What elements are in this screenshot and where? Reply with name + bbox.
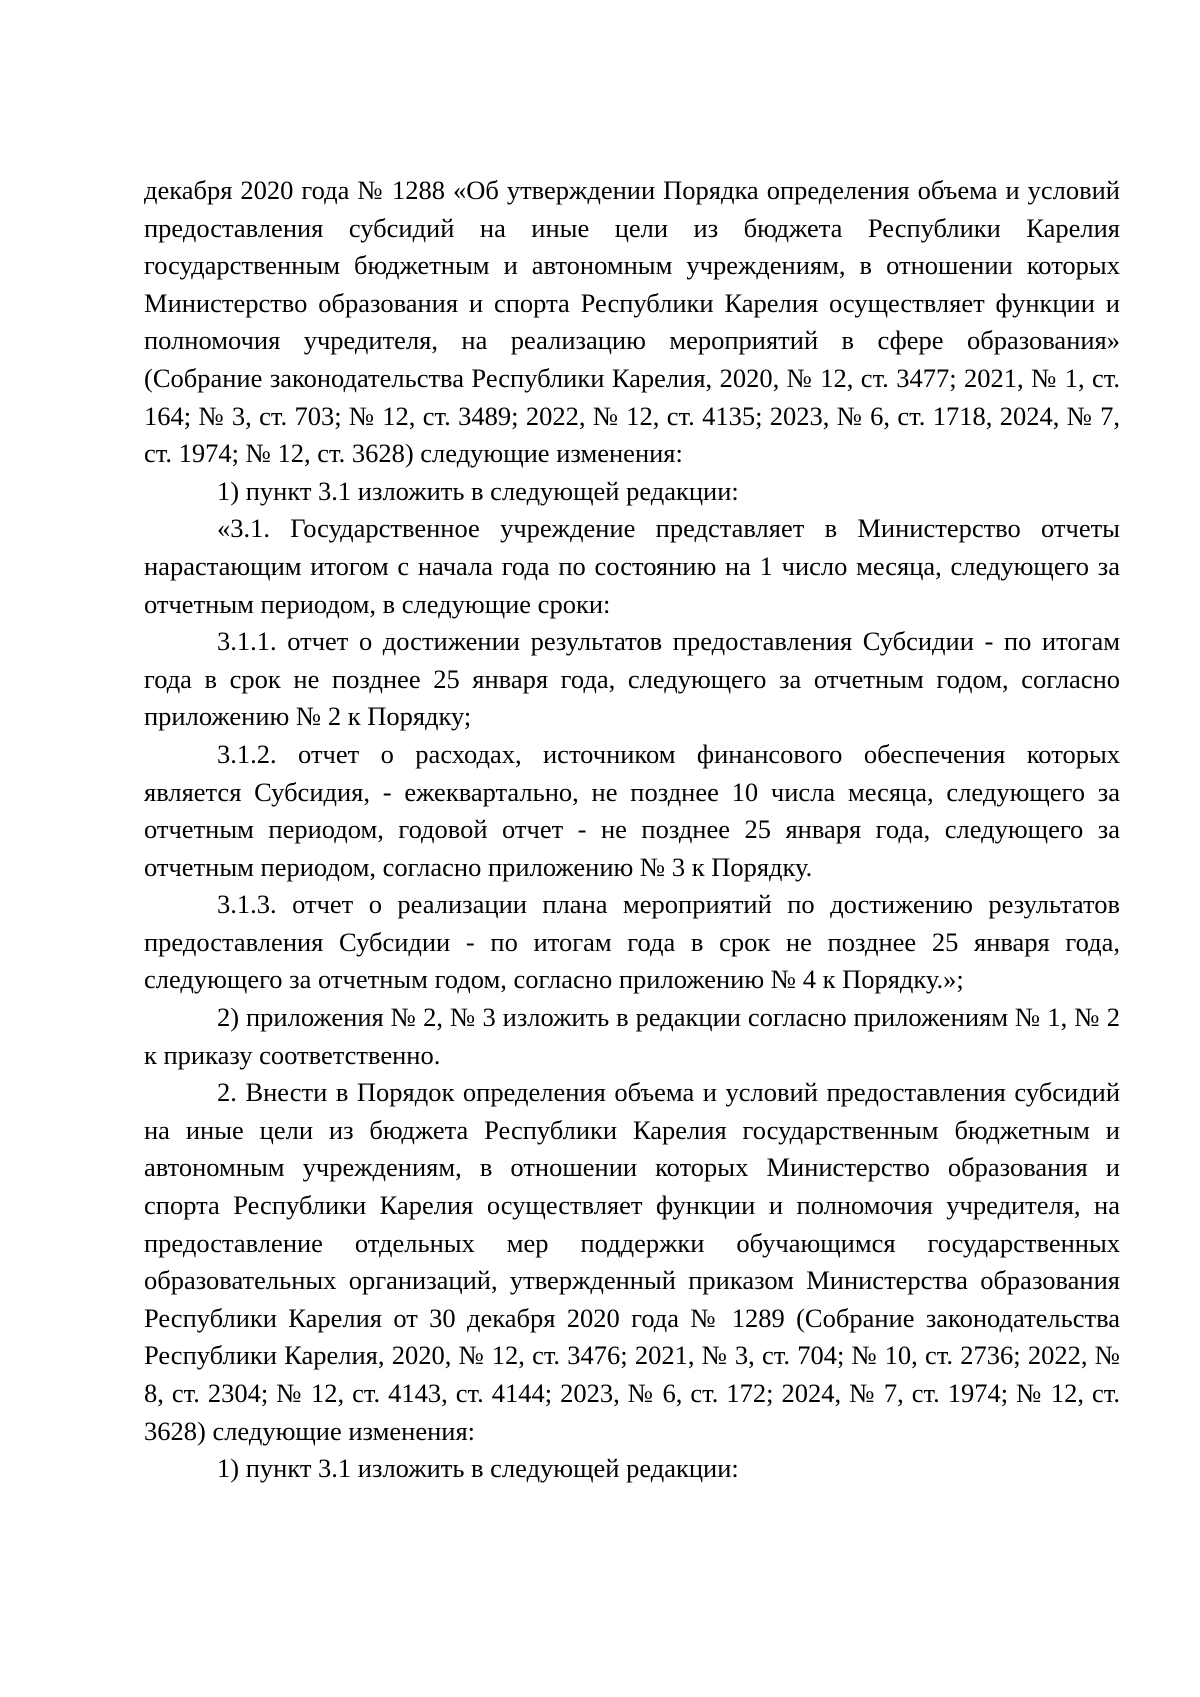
- paragraph-clause-3-1-3: 3.1.3. отчет о реализации плана мероприятий по достижению результатов предоставления Субсидии - по итогам года в срок не позднее 25 января года, следующего за отчетным годом, согласно приложению № 4 к Порядку.»;: [144, 889, 1120, 995]
- paragraph-intro-amendments: декабря 2020 года № 1288 «Об утверждении Порядка определения объема и условий предоставления субсидий на иные цели из бюджета Республики Карелия государственным бюджетным и автономным учреждениям, в отношении которых Министерство образования и спорта Республики Карелия осуществляет функции и полномочия учредителя, на реализацию мероприятий в сфере образования» (Собрание законодательства Республики Карелия, 2020, № 12, ст. 3477; 2021, № 1, ст. 164; № 3, ст. 703; № 12, ст. 3489; 2022, № 12, ст. 4135; 2023, № 6, ст. 1718, 2024, № 7, ст. 1974; № 12, ст. 3628) следующие изменения:: [144, 175, 1120, 469]
- paragraph-item-1-second: 1) пункт 3.1 изложить в следующей редакции:: [217, 1453, 739, 1484]
- paragraph-clause-3-1-2: 3.1.2. отчет о расходах, источником финансового обеспечения которых является Субсидия, - ежеквартально, не позднее 10 числа месяца, следующего за отчетным периодом, годовой отчет - не позднее 25 января года, следующего за отчетным периодом, согласно приложению № 3 к Порядку.: [144, 738, 1120, 882]
- paragraph-item-2: 2) приложения № 2, № 3 изложить в редакции согласно приложениям № 1, № 2 к приказу соответственно.: [144, 1002, 1120, 1070]
- document-body: [144, 172, 1120, 1488]
- paragraph-section-2: 2. Внести в Порядок определения объема и условий предоставления субсидий на иные цели из бюджета Республики Карелия государственным бюджетным и автономным учреждениям, в отношении которых Министерство образования и спорта Республики Карелия осуществляет функции и полномочия учредителя, на предоставление отдельных мер поддержки обучающимся государственных образовательных организаций, утвержденный приказом Министерства образования Республики Карелия от 30 декабря 2020 года № 1289 (Собрание законодательства Республики Карелия, 2020, № 12, ст. 3476; 2021, № 3, ст. 704; № 10, ст. 2736; 2022, № 8, ст. 2304; № 12, ст. 4143, ст. 4144; 2023, № 6, ст. 172; 2024, № 7, ст. 1974; № 12, ст. 3628) следующие изменения:: [144, 1077, 1120, 1446]
- paragraph-item-1: 1) пункт 3.1 изложить в следующей редакции:: [217, 475, 739, 506]
- paragraph-clause-3-1-1: 3.1.1. отчет о достижении результатов предоставления Субсидии - по итогам года в срок не позднее 25 января года, следующего за отчетным годом, согласно приложению № 2 к Порядку;: [144, 626, 1120, 732]
- paragraph-clause-3-1: «3.1. Государственное учреждение представляет в Министерство отчеты нарастающим итогом с начала года по состоянию на 1 число месяца, следующего за отчетным периодом, в следующие сроки:: [144, 513, 1120, 619]
